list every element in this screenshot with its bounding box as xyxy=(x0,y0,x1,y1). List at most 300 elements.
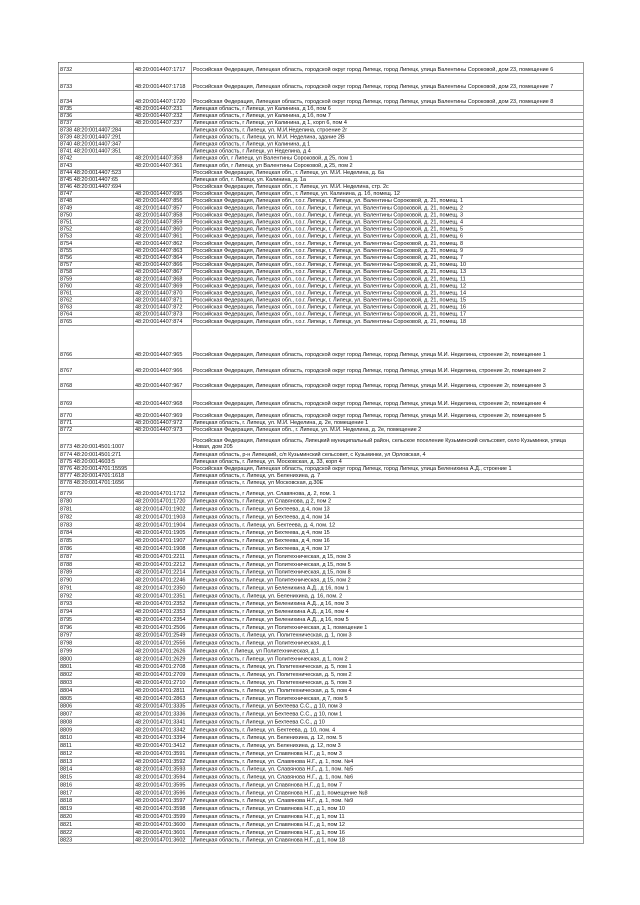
cell-cadastral-number xyxy=(133,148,191,155)
table-row xyxy=(58,521,583,529)
cell-cadastral-number: 48:20:0014701:3335 xyxy=(133,702,191,710)
cell-address: Российская Федерация, Липецкая обл., г.о.г. Липецк, г. Липецк, ул. Валентины Сороковой, д. 21, помещ. 16 xyxy=(191,304,583,311)
cell-cadastral-number: 48:20:0014701:3342 xyxy=(133,726,191,734)
cell-number: 8788 xyxy=(58,560,133,568)
cell-number: 8753 xyxy=(58,233,133,240)
cell-number: 8774 48:20:0014501:271 xyxy=(58,450,133,458)
table-row xyxy=(58,126,583,133)
table-row xyxy=(58,544,583,552)
table-row xyxy=(58,73,583,90)
cell-cadastral-number: 48:20:0014407:966 xyxy=(133,358,191,374)
cell-address: Российская Федерация, Липецкая обл., г.о.г. Липецк, г. Липецк, ул. Валентины Сороковой, д. 21, помещ. 14 xyxy=(191,290,583,297)
table-row xyxy=(58,212,583,219)
cell-address: Российская Федерация, Липецкая обл., г. Липецк, ул. М.И. Неделина, д. 2е, помещение 2 xyxy=(191,426,583,433)
cell-address: Липецкая область, г Липецк, ул Славянова Н.Г., д 1, пом 16 xyxy=(191,828,583,836)
cell-cadastral-number: 48:20:0014701:2556 xyxy=(133,639,191,647)
cell-address: Липецкая область, г Липецк, ул Калинина, д 1б, пом 6 xyxy=(191,105,583,112)
table-row xyxy=(58,631,583,639)
cell-address: Российская Федерация, Липецкая обл., г.о.г. Липецк, г. Липецк, ул. Валентины Сороковой, д. 21, помещ. 18 xyxy=(191,318,583,325)
cell-cadastral-number: 48:20:0014701:2629 xyxy=(133,655,191,663)
table-row xyxy=(58,726,583,734)
table-row xyxy=(58,226,583,233)
table-row xyxy=(58,718,583,726)
cell-cadastral-number: 48:20:0014701:2626 xyxy=(133,647,191,655)
cell-cadastral-number: 48:20:0014407:872 xyxy=(133,304,191,311)
cell-address: Липецкая область, р-н Липецкий, с/п Кузьминский сельсовет, с Кузьминки, ул Орловская, 4 xyxy=(191,450,583,458)
cell-address: Липецкая область, г. Липецк, ул. Беленихина, д. 16, пом. 2 xyxy=(191,592,583,600)
table-row xyxy=(58,426,583,433)
cell-number: 8760 xyxy=(58,283,133,290)
cell-number: 8738 48:20:0014407:284 xyxy=(58,126,133,133)
cell-number: 8805 xyxy=(58,694,133,702)
cell-cadastral-number: 48:20:0014701:3596 xyxy=(133,789,191,797)
cell-address: Липецкая область, г Липецк, ул Беленихина А.Д., д 16, пом 4 xyxy=(191,607,583,615)
cell-cadastral-number: 48:20:0014701:1904 xyxy=(133,521,191,529)
cell-address: Липецкая область, г Липецк, ул Бехтеева С.С., д 10, пом 3 xyxy=(191,702,583,710)
cell-address: Липецкая область, г. Липецк, ул. Политехническая, д. 5, пом 4 xyxy=(191,686,583,694)
table-row xyxy=(58,465,583,472)
cell-number: 8736 xyxy=(58,112,133,119)
cell-address: Липецкая область, г Липецк, ул Бехтеева, д 4, пом 15 xyxy=(191,529,583,537)
cell-number: 8817 xyxy=(58,789,133,797)
cell-cadastral-number: 48:20:0014701:3598 xyxy=(133,804,191,812)
cell-cadastral-number: 48:20:0014701:2811 xyxy=(133,686,191,694)
cell-address: Российская Федерация, Липецкая область, городской округ город Липецк, город Липецк, улица М.И. Неделина, строение 2г, помещение 1 xyxy=(191,325,583,358)
cell-number: 8804 xyxy=(58,686,133,694)
cell-address: Липецкая область, г. Липецк, ул. Беленихина, д. 12, пом 3 xyxy=(191,741,583,749)
table-row xyxy=(58,607,583,615)
cell-number: 8764 xyxy=(58,311,133,318)
table-row xyxy=(58,261,583,268)
table-row xyxy=(58,655,583,663)
cell-number: 8739 48:20:0014407:291 xyxy=(58,134,133,141)
table-row xyxy=(58,176,583,183)
cell-cadastral-number: 48:20:0014701:3599 xyxy=(133,812,191,820)
cell-address: Липецкая область, г. Липецк, ул. Политехническая, д. 5, пом 1 xyxy=(191,663,583,671)
cell-number: 8784 xyxy=(58,529,133,537)
cell-cadastral-number: 48:20:0014701:1902 xyxy=(133,505,191,513)
cell-number: 8758 xyxy=(58,268,133,275)
cell-number: 8755 xyxy=(58,247,133,254)
cell-cadastral-number: 48:20:0014407:1720 xyxy=(133,90,191,105)
table-row xyxy=(58,804,583,812)
cell-address: Российская Федерация, Липецкая область, городской округ город Липецк, город Липецк, улица М.И. Неделина, строение 2г, помещение 4 xyxy=(191,389,583,407)
cell-cadastral-number: 48:20:0014701:2354 xyxy=(133,615,191,623)
cell-cadastral-number: 48:20:0014407:1718 xyxy=(133,73,191,90)
table-row xyxy=(58,505,583,513)
cell-address: Липецкая обл, г Липецк, ул Валентины Сороковой, д 25, пом 2 xyxy=(191,162,583,169)
cell-number: 8786 xyxy=(58,544,133,552)
table-row xyxy=(58,204,583,211)
cell-cadastral-number: 48:20:0014701:2211 xyxy=(133,552,191,560)
cell-number: 8733 xyxy=(58,73,133,90)
cell-number: 8780 xyxy=(58,497,133,505)
cell-cadastral-number: 48:20:0014407:863 xyxy=(133,247,191,254)
table-row xyxy=(58,197,583,204)
cell-number: 8765 xyxy=(58,318,133,325)
cell-number: 8757 xyxy=(58,261,133,268)
cell-number: 8778 48:20:0014701:1656 xyxy=(58,479,133,486)
cell-cadastral-number: 48:20:0014701:2352 xyxy=(133,600,191,608)
cell-number: 8745 48:20:0014407:65 xyxy=(58,176,133,183)
table-row xyxy=(58,254,583,261)
cell-address: Липецкая область, г. Липецк, ул. Бехтеева, д. 10, пом. 4 xyxy=(191,726,583,734)
cell-address: Липецкая область, г. Липецк, ул. Московская, д. 33, корп 4 xyxy=(191,458,583,465)
table-row xyxy=(58,155,583,162)
table-row xyxy=(58,694,583,702)
cell-address: Российская Федерация, Липецкая область, городской округ город Липецк, город Липецк, улица Валентины Сороковой, дом 23, помещение 8 xyxy=(191,90,583,105)
cell-address: Российская Федерация, Липецкая обл., г.о.г. Липецк, г. Липецк, ул. Валентины Сороковой, д. 21, помещ. 6 xyxy=(191,233,583,240)
table-row xyxy=(58,741,583,749)
cell-cadastral-number: 48:20:0014407:232 xyxy=(133,112,191,119)
cell-number: 8816 xyxy=(58,781,133,789)
cell-address: Липецкая область, г. Липецк, ул. Политехническая, д. 5, пом 3 xyxy=(191,678,583,686)
cell-address: Липецкая область, г. Липецк, ул. М.И. Неделина, здание 2В xyxy=(191,134,583,141)
table-row xyxy=(58,433,583,450)
cell-cadastral-number: 48:20:0014701:1712 xyxy=(133,486,191,497)
cell-address: Российская Федерация, Липецкая обл., г.о.г. Липецк, г. Липецк, ул. Валентины Сороковой, д. 21, помещ. 15 xyxy=(191,297,583,304)
cell-address: Российская Федерация, Липецкая обл., г.о.г. Липецк, г. Липецк, ул. Валентины Сороковой, д. 21, помещ. 11 xyxy=(191,275,583,282)
cell-cadastral-number: 48:20:0014701:3595 xyxy=(133,781,191,789)
cell-address: Российская Федерация, Липецкая область, городской округ город Липецк, город Липецк, улица Беленихина А.Д., строение 1 xyxy=(191,465,583,472)
cell-cadastral-number xyxy=(133,479,191,486)
cell-address: Липецкая область, г Липецк, ул Славянова Н.Г., д 1, пом 12 xyxy=(191,820,583,828)
table-row xyxy=(58,458,583,465)
cell-cadastral-number: 48:20:0014407:864 xyxy=(133,254,191,261)
cell-number: 8744 48:20:0014407:523 xyxy=(58,169,133,176)
cell-number: 8779 xyxy=(58,486,133,497)
table-row xyxy=(58,233,583,240)
cell-cadastral-number: 48:20:0014701:3591 xyxy=(133,749,191,757)
cell-cadastral-number: 48:20:0014701:3602 xyxy=(133,836,191,844)
cell-address: Российская Федерация, Липецкая область, городской округ город Липецк, город Липецк, улица М.И. Неделина, строение 2г, помещение 2 xyxy=(191,358,583,374)
cell-number: 8749 xyxy=(58,204,133,211)
cell-address: Липецкая область, г. Липецк, ул. Бехтеева, д. 4, пом. 12 xyxy=(191,521,583,529)
cell-cadastral-number: 48:20:0014407:972 xyxy=(133,419,191,426)
cell-cadastral-number: 48:20:0014701:2710 xyxy=(133,678,191,686)
table-row xyxy=(58,678,583,686)
cell-cadastral-number: 48:20:0014407:874 xyxy=(133,318,191,325)
cell-number: 8748 xyxy=(58,197,133,204)
cell-cadastral-number: 48:20:0014407:871 xyxy=(133,297,191,304)
table-row xyxy=(58,219,583,226)
cell-number: 8743 xyxy=(58,162,133,169)
cell-number: 8754 xyxy=(58,240,133,247)
cell-number: 8785 xyxy=(58,536,133,544)
table-row xyxy=(58,268,583,275)
cell-number: 8762 xyxy=(58,297,133,304)
table-row xyxy=(58,663,583,671)
cell-number: 8750 xyxy=(58,212,133,219)
cell-number: 8810 xyxy=(58,734,133,742)
cell-number: 8763 xyxy=(58,304,133,311)
table-row xyxy=(58,781,583,789)
cell-cadastral-number: 48:20:0014701:1907 xyxy=(133,536,191,544)
cell-cadastral-number: 48:20:0014407:969 xyxy=(133,407,191,419)
cell-number: 8818 xyxy=(58,797,133,805)
table-row xyxy=(58,112,583,119)
cell-number: 8732 xyxy=(58,62,133,73)
cell-address: Липецкая область, г Липецк, ул Славянова Н.Г., д 1, пом 18 xyxy=(191,836,583,844)
cell-cadastral-number: 48:20:0014407:967 xyxy=(133,374,191,389)
cell-address: Липецкая область, г. Липецк, ул. Беленихина, д. 7 xyxy=(191,472,583,479)
table-row xyxy=(58,560,583,568)
cell-address: Российская Федерация, Липецкая обл., г. Липецк, ул. М.И. Неделина, стр. 2с xyxy=(191,183,583,190)
cell-address: Липецкая обл, г Липецк, ул Валентины Сороковой, д 25, пом 1 xyxy=(191,155,583,162)
cell-address: Российская Федерация, Липецкая обл., г.о.г. Липецк, г. Липецк, ул. Валентины Сороковой, д. 21, помещ. 8 xyxy=(191,240,583,247)
cell-address: Российская Федерация, Липецкая область, городской округ город Липецк, город Липецк, улица М.И. Неделина, строение 2г, помещение 3 xyxy=(191,374,583,389)
cell-address: Липецкая область, г Липецк, ул Калинина, д 1, корп 6, пом 4 xyxy=(191,119,583,126)
cell-address: Российская Федерация, Липецкая область, городской округ город Липецк, город Липецк, улица Валентины Сороковой, дом 23, помещение 6 xyxy=(191,62,583,73)
cell-cadastral-number: 48:20:0014701:2353 xyxy=(133,607,191,615)
table-row xyxy=(58,304,583,311)
cell-number: 8814 xyxy=(58,765,133,773)
cell-cadastral-number: 48:20:0014701:1908 xyxy=(133,544,191,552)
cell-number: 8808 xyxy=(58,718,133,726)
cell-number: 8783 xyxy=(58,521,133,529)
cell-address: Липецкая область, г Липецк, ул Калинина, д 1 xyxy=(191,141,583,148)
cell-number: 8800 xyxy=(58,655,133,663)
table-row xyxy=(58,710,583,718)
cell-number: 8807 xyxy=(58,710,133,718)
cell-address: Российская Федерация, Липецкая обл., г.о.г. Липецк, г. Липецк, ул. Валентины Сороковой, д. 21, помещ. 3 xyxy=(191,212,583,219)
cell-cadastral-number: 48:20:0014407:968 xyxy=(133,389,191,407)
cell-address: Липецкая область, г Липецк, ул Славянова Н.Г., д 1, пом 3 xyxy=(191,749,583,757)
cell-number: 8772 xyxy=(58,426,133,433)
cell-address: Липецкая область, г Липецк, ул Бехтеева, д 4, пом 17 xyxy=(191,544,583,552)
cell-address: Липецкая область, г. Липецк, ул. Политехническая, д. 5, пом 2 xyxy=(191,670,583,678)
cell-cadastral-number: 48:20:0014407:868 xyxy=(133,275,191,282)
table-row xyxy=(58,318,583,325)
cell-cadastral-number: 48:20:0014407:870 xyxy=(133,290,191,297)
cell-number: 8813 xyxy=(58,757,133,765)
cell-cadastral-number: 48:20:0014701:3600 xyxy=(133,820,191,828)
table-row xyxy=(58,311,583,318)
cell-address: Российская Федерация, Липецкая обл., г.о.г. Липецк, г. Липецк, ул. Валентины Сороковой, д. 21, помещ. 12 xyxy=(191,283,583,290)
cell-cadastral-number: 48:20:0014701:2351 xyxy=(133,592,191,600)
cell-number: 8798 xyxy=(58,639,133,647)
cell-address: Российская Федерация, Липецкая область, городской округ город Липецк, город Липецк, улица М.И. Неделина, строение 2г, помещение 5 xyxy=(191,407,583,419)
cell-address: Липецкая область, г Липецк, ул Бехтеева С.С., д 10, пом 1 xyxy=(191,710,583,718)
table-row xyxy=(58,615,583,623)
cell-cadastral-number: 48:20:0014701:1905 xyxy=(133,529,191,537)
cell-address: Российская Федерация, Липецкая обл., г.о.г. Липецк, г. Липецк, ул. Валентины Сороковой, д. 21, помещ. 10 xyxy=(191,261,583,268)
table-row xyxy=(58,639,583,647)
cell-number: 8777 48:20:0014701:1618 xyxy=(58,472,133,479)
cell-address: Липецкая область, г Липецк, ул Политехническая, д 15, пом 2 xyxy=(191,576,583,584)
cell-address: Липецкая область, г Липецк, ул Беленихина А.Д., д 16, пом 1 xyxy=(191,584,583,592)
cell-address: Российская Федерация, Липецкая область, Липецкий муниципальный район, сельское поселение Кузьминский сельсовет, село Кузьминки, улица Новая, дом 205 xyxy=(191,433,583,450)
cell-number: 8793 xyxy=(58,600,133,608)
cell-address: Липецкая область, г. Липецк, ул. Славянова Н.Г., д. 1, пом. №6 xyxy=(191,773,583,781)
table-row xyxy=(58,812,583,820)
cell-cadastral-number: 48:20:0014407:860 xyxy=(133,226,191,233)
cell-number: 8751 xyxy=(58,219,133,226)
table-row xyxy=(58,670,583,678)
cell-number: 8747 xyxy=(58,190,133,197)
table-row xyxy=(58,773,583,781)
cell-address: Российская Федерация, Липецкая обл., г.о.г. Липецк, г. Липецк, ул. Валентины Сороковой, д. 21, помещ. 2 xyxy=(191,204,583,211)
table-row xyxy=(58,90,583,105)
cell-cadastral-number: 48:20:0014701:3336 xyxy=(133,710,191,718)
cell-cadastral-number: 48:20:0014701:2246 xyxy=(133,576,191,584)
cell-number: 8823 xyxy=(58,836,133,844)
cell-number: 8752 xyxy=(58,226,133,233)
cell-address: Липецкая область, г. Липецк, ул Московская, д.30Е xyxy=(191,479,583,486)
cell-address: Липецкая область, г Липецк, ул Славянова Н.Г., д 1, пом 7 xyxy=(191,781,583,789)
cell-cadastral-number: 48:20:0014701:1720 xyxy=(133,497,191,505)
table-row xyxy=(58,62,583,73)
cell-number: 8790 xyxy=(58,576,133,584)
cell-cadastral-number: 48:20:0014407:859 xyxy=(133,219,191,226)
document-page xyxy=(58,62,583,844)
cell-cadastral-number: 48:20:0014701:2506 xyxy=(133,623,191,631)
cell-cadastral-number: 48:20:0014407:866 xyxy=(133,261,191,268)
cell-address: Липецкая область, г. Липецк, ул. Беленихина, д. 12, пом. 5 xyxy=(191,734,583,742)
table-row xyxy=(58,757,583,765)
table-row xyxy=(58,584,583,592)
cell-address: Липецкая область, г Липецк, ул Бехтеева С.С., д 10 xyxy=(191,718,583,726)
cell-cadastral-number: 48:20:0014407:862 xyxy=(133,240,191,247)
cell-cadastral-number xyxy=(133,141,191,148)
cell-cadastral-number xyxy=(133,458,191,465)
table-row xyxy=(58,749,583,757)
cell-number: 8812 xyxy=(58,749,133,757)
cell-cadastral-number: 48:20:0014701:2863 xyxy=(133,694,191,702)
cell-cadastral-number: 48:20:0014407:1717 xyxy=(133,62,191,73)
table-row xyxy=(58,576,583,584)
table-row xyxy=(58,169,583,176)
cell-number: 8794 xyxy=(58,607,133,615)
table-row xyxy=(58,183,583,190)
cell-cadastral-number: 48:20:0014701:3594 xyxy=(133,773,191,781)
cell-address: Липецкая область, г Липецк, ул Политехническая, д 1, помещение 1 xyxy=(191,623,583,631)
cell-number: 8734 xyxy=(58,90,133,105)
cell-cadastral-number: 48:20:0014407:695 xyxy=(133,190,191,197)
cell-cadastral-number: 48:20:0014701:2212 xyxy=(133,560,191,568)
cell-number: 8761 xyxy=(58,290,133,297)
cell-cadastral-number: 48:20:0014701:3601 xyxy=(133,828,191,836)
table-row xyxy=(58,297,583,304)
table-row xyxy=(58,765,583,773)
cell-address: Российская Федерация, Липецкая обл., г.о.г. Липецк, г. Липецк, ул. Валентины Сороковой, д. 21, помещ. 9 xyxy=(191,247,583,254)
cell-cadastral-number: 48:20:0014701:1903 xyxy=(133,513,191,521)
table-row xyxy=(58,472,583,479)
cell-cadastral-number: 48:20:0014701:3341 xyxy=(133,718,191,726)
cell-address: Российская Федерация, Липецкая обл., г.о.г. Липецк, г. Липецк, ул. Валентины Сороковой, д. 21, помещ. 4 xyxy=(191,219,583,226)
cell-address: Российская Федерация, Липецкая обл., г.о.г. Липецк, г. Липецк, ул. Валентины Сороковой, д. 21, помещ. 17 xyxy=(191,311,583,318)
table-row xyxy=(58,275,583,282)
cell-address: Липецкая обл, г. Липецк, ул. Калинина, д. 1а xyxy=(191,176,583,183)
cell-address: Российская Федерация, Липецкая обл., г.о.г. Липецк, г. Липецк, ул. Валентины Сороковой, д. 21, помещ. 5 xyxy=(191,226,583,233)
cell-cadastral-number: 48:20:0014407:358 xyxy=(133,155,191,162)
cell-cadastral-number: 48:20:0014701:3394 xyxy=(133,734,191,742)
table-row xyxy=(58,686,583,694)
cell-number: 8796 xyxy=(58,623,133,631)
table-row xyxy=(58,797,583,805)
cell-address: Липецкая область, г Липецк, ул Беленихина А.Д., д 16, пом 3 xyxy=(191,600,583,608)
cell-number: 8789 xyxy=(58,568,133,576)
cell-address: Российская Федерация, Липецкая обл., г. Липецк, ул. Калинина, д. 1б, помещ. 12 xyxy=(191,190,583,197)
table-row xyxy=(58,119,583,126)
table-row xyxy=(58,407,583,419)
cadastral-table xyxy=(58,62,584,844)
table-row xyxy=(58,162,583,169)
cell-cadastral-number: 48:20:0014701:3592 xyxy=(133,757,191,765)
cell-address: Липецкая область, г Липецк, ул Политехническая, д 15, пом 8 xyxy=(191,568,583,576)
cell-cadastral-number: 48:20:0014701:3412 xyxy=(133,741,191,749)
cell-number: 8806 xyxy=(58,702,133,710)
cell-number: 8782 xyxy=(58,513,133,521)
cell-cadastral-number: 48:20:0014701:2708 xyxy=(133,663,191,671)
table-row xyxy=(58,419,583,426)
cell-number: 8776 48:20:0014701:15595 xyxy=(58,465,133,472)
cell-number: 8740 48:20:0014407:347 xyxy=(58,141,133,148)
cell-address: Липецкая область, г Липецк, ул. Славянова, д. 2, пом. 1 xyxy=(191,486,583,497)
table-row xyxy=(58,623,583,631)
cell-number: 8822 xyxy=(58,828,133,836)
cell-number: 8803 xyxy=(58,678,133,686)
cell-number: 8791 xyxy=(58,584,133,592)
cell-number: 8767 xyxy=(58,358,133,374)
cell-cadastral-number: 48:20:0014407:857 xyxy=(133,204,191,211)
cell-address: Российская Федерация, Липецкая обл., г.о.г. Липецк, г. Липецк, ул. Валентины Сороковой, д. 21, помещ. 7 xyxy=(191,254,583,261)
table-row xyxy=(58,734,583,742)
cell-address: Российская Федерация, Липецкая обл., г.о.г. Липецк, г. Липецк, ул. Валентины Сороковой, д. 21, помещ. 13 xyxy=(191,268,583,275)
cell-number: 8781 xyxy=(58,505,133,513)
cell-address: Липецкая обл, г Липецк, ул Политехническая, д 1 xyxy=(191,647,583,655)
cell-cadastral-number xyxy=(133,433,191,450)
cell-cadastral-number xyxy=(133,450,191,458)
cell-address: Липецкая область, г Липецк, ул Неделина, д 4 xyxy=(191,148,583,155)
cell-number: 8815 xyxy=(58,773,133,781)
table-row xyxy=(58,529,583,537)
cell-number: 8787 xyxy=(58,552,133,560)
cell-cadastral-number xyxy=(133,169,191,176)
cell-number: 8773 48:20:0014501:1007 xyxy=(58,433,133,450)
table-row xyxy=(58,486,583,497)
cell-number: 8797 xyxy=(58,631,133,639)
cell-address: Липецкая область, г Липецк, ул Политехническая, д 7, пом 5 xyxy=(191,694,583,702)
cell-address: Российская Федерация, Липецкая обл., г. Липецк, ул. М.И. Неделина, д. 6а xyxy=(191,169,583,176)
table-row xyxy=(58,789,583,797)
table-row xyxy=(58,828,583,836)
cell-address: Российская Федерация, Липецкая область, городской округ город Липецк, город Липецк, улица Валентины Сороковой, дом 23, помещение 7 xyxy=(191,73,583,90)
cell-cadastral-number: 48:20:0014701:2214 xyxy=(133,568,191,576)
table-row xyxy=(58,479,583,486)
table-row xyxy=(58,389,583,407)
cell-address: Липецкая область, г. Липецк, ул. Политехническая, д. 1, пом 3 xyxy=(191,631,583,639)
table-row xyxy=(58,513,583,521)
cell-number: 8795 xyxy=(58,615,133,623)
table-row xyxy=(58,647,583,655)
cell-number: 8746 48:20:0014407:694 xyxy=(58,183,133,190)
table-row xyxy=(58,190,583,197)
table-row xyxy=(58,240,583,247)
cell-number: 8802 xyxy=(58,670,133,678)
table-row xyxy=(58,497,583,505)
cell-number: 8809 xyxy=(58,726,133,734)
cell-number: 8792 xyxy=(58,592,133,600)
cell-number: 8742 xyxy=(58,155,133,162)
cell-number: 8737 xyxy=(58,119,133,126)
cell-address: Липецкая область, г Липецк, ул Славянова Н.Г., д 1, пом 10 xyxy=(191,804,583,812)
cell-number: 8756 xyxy=(58,254,133,261)
cell-address: Липецкая область, г Липецк, ул Политехническая, д 1, пом 2 xyxy=(191,655,583,663)
table-row xyxy=(58,536,583,544)
cell-address: Липецкая область, г. Липецк, ул. Славянова Н.Г., д. 1, пом. №9 xyxy=(191,797,583,805)
cell-address: Липецкая область, г Липецк, ул Беленихина А.Д., д 16, пом 5 xyxy=(191,615,583,623)
